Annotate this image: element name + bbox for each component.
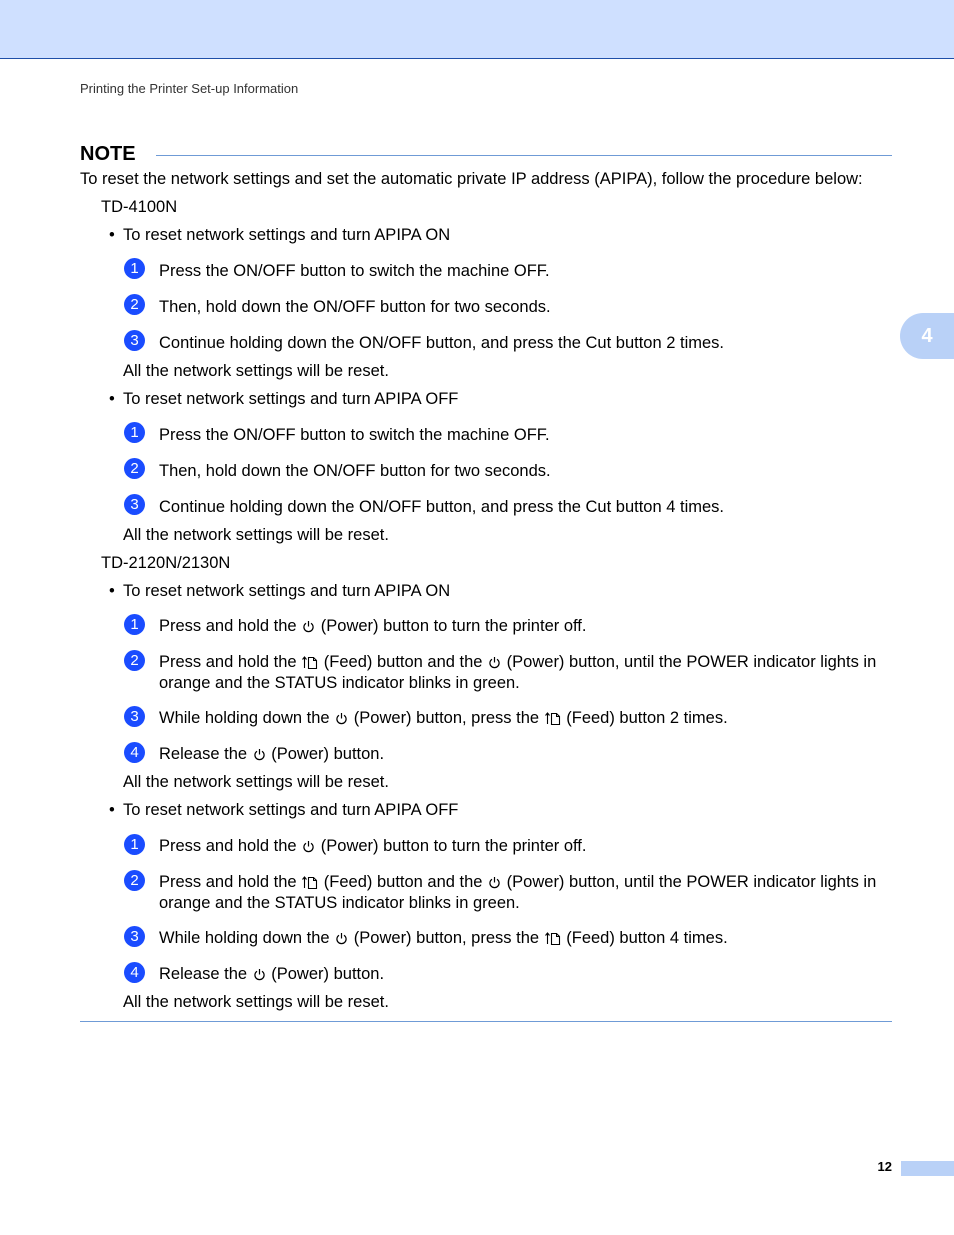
step-number: 4 — [124, 962, 145, 983]
feed-icon — [302, 655, 318, 669]
step-text-part: (Feed) button and the — [323, 873, 483, 891]
bullet-dot: • — [109, 226, 115, 244]
result-text: All the network settings will be reset. — [123, 362, 389, 380]
feed-icon — [302, 875, 318, 889]
step-text-part: (Power) button, until the POWER indicator lights in — [506, 653, 877, 671]
step-text — [159, 616, 894, 637]
step-text-part: orange and the STATUS indicator blinks in green. — [159, 673, 520, 692]
power-icon — [302, 840, 315, 853]
feed-icon — [545, 711, 561, 725]
step-number: 1 — [124, 614, 145, 635]
step-text: Press the ON/OFF button to switch the machine OFF. — [159, 426, 550, 444]
step-text-part: (Power) button, press the — [353, 709, 540, 727]
step-text — [159, 928, 894, 949]
bullet-dot: • — [109, 582, 115, 600]
step-text-part: (Power) button to turn the printer off. — [320, 617, 587, 635]
step-text-part: (Feed) button and the — [323, 653, 483, 671]
power-icon — [253, 968, 266, 981]
step-text-part: orange and the STATUS indicator blinks in green. — [159, 893, 520, 912]
step-text: Press the ON/OFF button to switch the machine OFF. — [159, 262, 550, 280]
step-text: Then, hold down the ON/OFF button for two seconds. — [159, 462, 551, 480]
step-text-part: (Power) button, until the POWER indicator lights in — [506, 873, 877, 891]
step-text: Continue holding down the ON/OFF button, and press the Cut button 2 times. — [159, 334, 724, 352]
note-title: NOTE — [80, 143, 136, 165]
feed-icon — [545, 931, 561, 945]
step-number: 1 — [124, 422, 145, 443]
page-tab — [901, 1161, 954, 1176]
step-text-part: Press and hold the — [159, 653, 297, 671]
step-text — [159, 744, 894, 765]
step-number: 3 — [124, 494, 145, 515]
step-text-part: While holding down the — [159, 709, 330, 727]
step-number: 2 — [124, 458, 145, 479]
step-text-part: (Power) button. — [271, 965, 385, 983]
step-number: 1 — [124, 258, 145, 279]
power-icon — [335, 932, 348, 945]
power-icon — [488, 656, 501, 669]
chapter-tab: 4 — [900, 313, 954, 359]
step-number: 3 — [124, 706, 145, 727]
step-text-part: Press and hold the — [159, 873, 297, 891]
bullet-text: To reset network settings and turn APIPA OFF — [123, 801, 459, 819]
step-text-part: Press and hold the — [159, 837, 297, 855]
step-text-part: Release the — [159, 745, 248, 763]
model-heading-td4100n: TD-4100N — [101, 198, 178, 216]
result-text: All the network settings will be reset. — [123, 773, 389, 791]
step-text-part: Release the — [159, 965, 248, 983]
result-text: All the network settings will be reset. — [123, 993, 389, 1011]
step-text: Continue holding down the ON/OFF button, and press the Cut button 4 times. — [159, 498, 724, 516]
step-text: Then, hold down the ON/OFF button for two seconds. — [159, 298, 551, 316]
power-icon — [488, 876, 501, 889]
step-number: 2 — [124, 870, 145, 891]
bullet-text: To reset network settings and turn APIPA ON — [123, 582, 451, 600]
note-rule — [156, 155, 892, 156]
power-icon — [302, 620, 315, 633]
step-text — [159, 964, 894, 985]
note-heading — [80, 142, 892, 166]
step-number: 3 — [124, 330, 145, 351]
bullet-dot: • — [109, 390, 115, 408]
step-text-part: (Power) button. — [271, 745, 385, 763]
step-number: 1 — [124, 834, 145, 855]
step-text — [159, 836, 894, 857]
model-heading-td2120n: TD-2120N/2130N — [101, 554, 231, 572]
note-intro: To reset the network settings and set the automatic private IP address (APIPA), follow the procedure below: — [80, 170, 863, 188]
bullet-text: To reset network settings and turn APIPA ON — [123, 226, 451, 244]
step-text-part: (Power) button, press the — [353, 929, 540, 947]
step-number: 4 — [124, 742, 145, 763]
note-end-rule — [80, 1021, 892, 1022]
step-number: 2 — [124, 294, 145, 315]
power-icon — [253, 748, 266, 761]
step-text — [159, 708, 894, 729]
step-text-part: (Feed) button 2 times. — [566, 709, 728, 727]
step-text-part: While holding down the — [159, 929, 330, 947]
step-text-part: (Feed) button 4 times. — [566, 929, 728, 947]
step-text-part: (Power) button to turn the printer off. — [320, 837, 587, 855]
running-header: Printing the Printer Set-up Information — [80, 81, 299, 96]
top-band — [0, 0, 954, 59]
step-number: 2 — [124, 650, 145, 671]
step-text — [159, 652, 894, 693]
bullet-text: To reset network settings and turn APIPA OFF — [123, 390, 459, 408]
result-text: All the network settings will be reset. — [123, 526, 389, 544]
bullet-dot: • — [109, 801, 115, 819]
step-number: 3 — [124, 926, 145, 947]
step-text-part: Press and hold the — [159, 617, 297, 635]
page-number: 12 — [877, 1159, 892, 1174]
power-icon — [335, 712, 348, 725]
step-text — [159, 872, 894, 913]
